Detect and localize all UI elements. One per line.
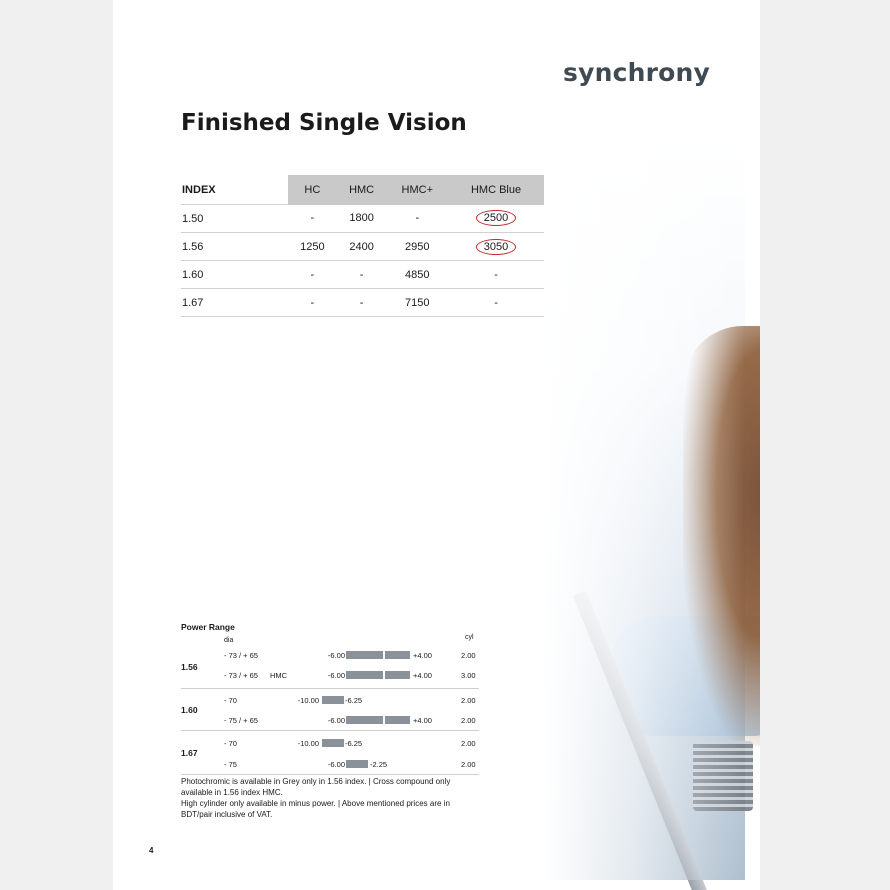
max-power: +4.00 <box>413 671 432 680</box>
header-hmc-plus: HMC+ <box>387 175 449 205</box>
power-row <box>181 649 479 663</box>
power-bar-plus <box>385 671 410 679</box>
cell-price: - <box>337 261 387 289</box>
power-bar-minus <box>322 696 344 704</box>
cyl-value: 2.00 <box>461 739 476 748</box>
header-hmc: HMC <box>337 175 387 205</box>
power-range-bottom-rule <box>181 774 479 775</box>
power-bar-minus <box>346 716 383 724</box>
page-title: Finished Single Vision <box>181 110 467 136</box>
power-row <box>181 694 479 708</box>
cell-price-highlighted <box>448 205 544 233</box>
power-group-160 <box>181 688 479 729</box>
power-bar-minus <box>322 739 344 747</box>
price-table <box>181 175 544 317</box>
header-index: INDEX <box>181 175 288 205</box>
coating-value: HMC <box>270 671 288 680</box>
min-power: -10.00 <box>297 739 319 748</box>
table-row <box>181 205 544 233</box>
cell-index: 1.60 <box>181 261 288 289</box>
power-bar-plus <box>385 651 410 659</box>
table-row <box>181 233 544 261</box>
max-power: -6.25 <box>345 739 363 748</box>
dia-label: dia <box>224 637 234 644</box>
cell-price: - <box>448 261 544 289</box>
cyl-value: 2.00 <box>461 651 476 660</box>
max-power: +4.00 <box>413 716 432 725</box>
power-bar-minus <box>346 760 368 768</box>
min-power: -6.00 <box>327 671 345 680</box>
cell-price: 1250 <box>288 233 337 261</box>
power-bar-plus <box>385 716 410 724</box>
group-index: 1.56 <box>181 662 198 672</box>
cell-price-highlighted <box>448 233 544 261</box>
header-hc: HC <box>288 175 337 205</box>
dia-value: - 70 <box>224 739 237 748</box>
lifestyle-photo <box>543 146 745 880</box>
document-page <box>113 0 760 890</box>
brand-logo: synchrony <box>563 58 710 87</box>
cell-price: - <box>288 289 337 317</box>
power-range-title: Power Range <box>181 622 235 632</box>
cyl-label: cyl <box>465 634 474 641</box>
power-row <box>181 714 479 728</box>
power-group-156 <box>181 649 479 687</box>
min-power: -6.00 <box>327 651 345 660</box>
cell-price: 2950 <box>387 233 449 261</box>
dia-value: - 75 <box>224 760 237 769</box>
power-bar-minus <box>346 671 383 679</box>
cyl-value: 2.00 <box>461 696 476 705</box>
cell-price: 7150 <box>387 289 449 317</box>
header-hmc-blue: HMC Blue <box>448 175 544 205</box>
cell-index: 1.56 <box>181 233 288 261</box>
group-index: 1.60 <box>181 705 198 715</box>
min-power: -10.00 <box>297 696 319 705</box>
cell-price: - <box>288 261 337 289</box>
page-number: 4 <box>149 846 154 855</box>
min-power: -6.00 <box>327 716 345 725</box>
footnotes <box>181 776 481 820</box>
power-group-167 <box>181 730 479 773</box>
cyl-value: 2.00 <box>461 760 476 769</box>
cell-index: 1.67 <box>181 289 288 317</box>
footnote: Photochromic is available in Grey only in 1.56 index. | Cross compound only available in 1.56 index HMC. <box>181 777 451 797</box>
min-power: -6.00 <box>327 760 345 769</box>
cell-index: 1.50 <box>181 205 288 233</box>
cell-price: 2400 <box>337 233 387 261</box>
power-row <box>181 758 479 772</box>
power-bar-minus <box>346 651 383 659</box>
circled-price: 3050 <box>476 239 516 255</box>
dia-value: - 73 / + 65 <box>224 671 258 680</box>
max-power: -2.25 <box>370 760 388 769</box>
cyl-value: 3.00 <box>461 671 476 680</box>
power-row <box>181 737 479 751</box>
circled-price: 2500 <box>476 210 516 226</box>
power-row <box>181 669 479 683</box>
photo-fade-overlay <box>543 146 745 880</box>
dia-value: - 75 / + 65 <box>224 716 258 725</box>
table-row <box>181 261 544 289</box>
cell-price: - <box>448 289 544 317</box>
footnote: High cylinder only available in minus power. | Above mentioned prices are in BDT/pair inclusive of VAT. <box>181 799 450 819</box>
table-row <box>181 289 544 317</box>
dia-value: - 70 <box>224 696 237 705</box>
cell-price: 1800 <box>337 205 387 233</box>
cell-price: 4850 <box>387 261 449 289</box>
group-index: 1.67 <box>181 748 198 758</box>
cell-price: - <box>288 205 337 233</box>
cell-price: - <box>337 289 387 317</box>
max-power: -6.25 <box>345 696 363 705</box>
max-power: +4.00 <box>413 651 432 660</box>
cyl-value: 2.00 <box>461 716 476 725</box>
cell-price: - <box>387 205 449 233</box>
dia-value: - 73 / + 65 <box>224 651 258 660</box>
price-table-header <box>181 175 544 205</box>
